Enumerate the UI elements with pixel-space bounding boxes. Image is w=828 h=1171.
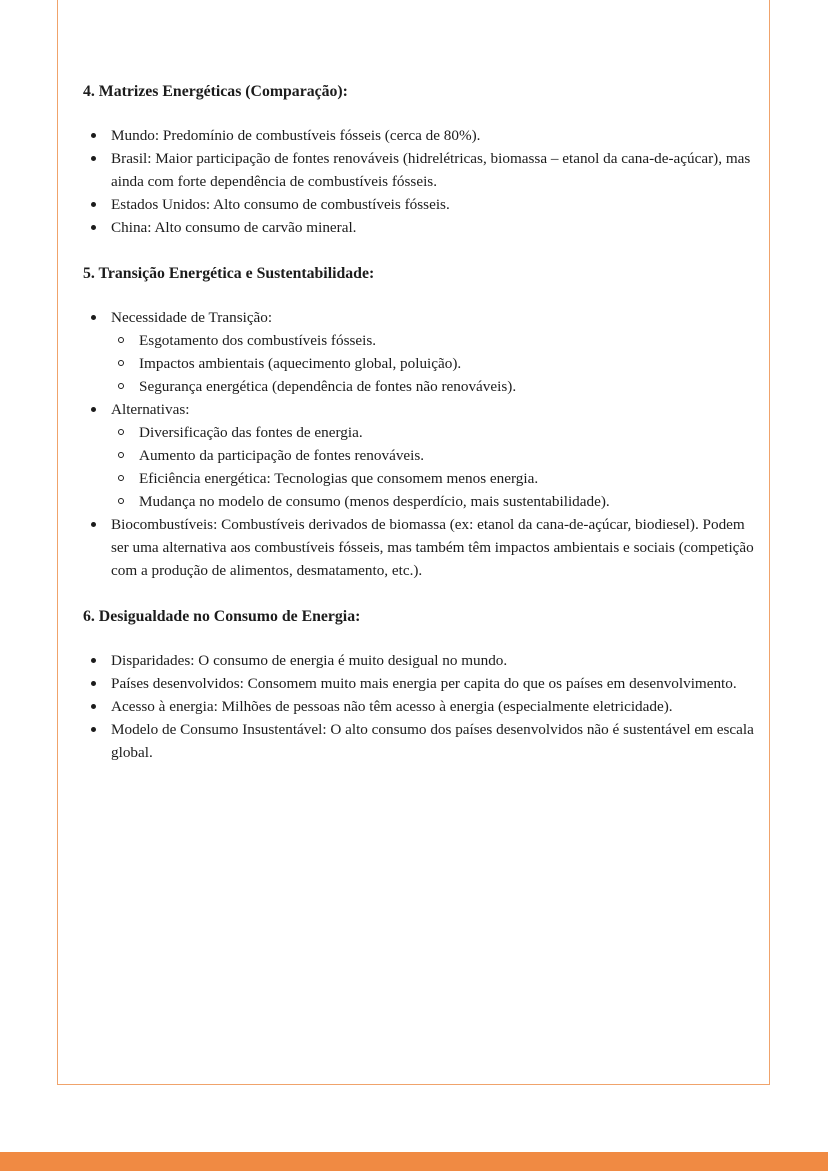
- bullet-circle-icon: [118, 337, 124, 343]
- list-item-text: Acesso à energia: Milhões de pessoas não têm acesso à energia (especialmente eletricidade).: [111, 698, 673, 715]
- list-item: [83, 124, 755, 147]
- document-body: [83, 80, 755, 787]
- bullet-list: [83, 649, 755, 764]
- list-item: [83, 306, 755, 398]
- bullet-dot-icon: [91, 225, 96, 230]
- list-item: [83, 695, 755, 718]
- list-item-text: Modelo de Consumo Insustentável: O alto consumo dos países desenvolvidos não é sustentável em escala global.: [111, 721, 754, 761]
- sub-list: [111, 421, 755, 513]
- bullet-dot-icon: [91, 681, 96, 686]
- list-item-text: Brasil: Maior participação de fontes renováveis (hidrelétricas, biomassa – etanol da cana-de-açúcar), mas ainda com forte dependência de combustíveis fósseis.: [111, 150, 751, 190]
- sub-list-item: [111, 329, 755, 352]
- list-item-text: Mundo: Predomínio de combustíveis fósseis (cerca de 80%).: [111, 127, 481, 144]
- sub-list-item-text: Eficiência energética: Tecnologias que consomem menos energia.: [139, 470, 539, 487]
- list-item-text: Alternativas:: [111, 401, 190, 418]
- sub-list-item: [111, 467, 755, 490]
- sub-list-item-text: Aumento da participação de fontes renováveis.: [139, 447, 425, 464]
- list-item-text: Necessidade de Transição:: [111, 309, 273, 326]
- sub-list-item-text: Segurança energética (dependência de fontes não renováveis).: [139, 378, 517, 395]
- sub-list-item: [111, 421, 755, 444]
- list-item-text: China: Alto consumo de carvão mineral.: [111, 219, 357, 236]
- list-item: [83, 216, 755, 239]
- bullet-dot-icon: [91, 315, 96, 320]
- list-item: [83, 398, 755, 513]
- bullet-list: [83, 124, 755, 239]
- sub-list-item: [111, 352, 755, 375]
- list-item: [83, 147, 755, 193]
- bullet-circle-icon: [118, 383, 124, 389]
- bullet-dot-icon: [91, 156, 96, 161]
- list-item-text: Biocombustíveis: Combustíveis derivados de biomassa (ex: etanol da cana-de-açúcar, biodiesel). Podem ser uma alternativa aos combustíveis fósseis, mas também têm impactos ambientais e sociais (competição com a produção de alimentos, desmatamento, etc.).: [111, 516, 754, 579]
- bullet-dot-icon: [91, 202, 96, 207]
- bullet-dot-icon: [91, 704, 96, 709]
- sub-list-item: [111, 490, 755, 513]
- bullet-circle-icon: [118, 475, 124, 481]
- bullet-dot-icon: [91, 727, 96, 732]
- footer-band: [0, 1152, 828, 1171]
- list-item: [83, 672, 755, 695]
- section-heading: 5. Transição Energética e Sustentabilidade:: [83, 265, 375, 282]
- sub-list-item: [111, 444, 755, 467]
- list-item-text: Países desenvolvidos: Consomem muito mais energia per capita do que os países em desenvolvimento.: [111, 675, 737, 692]
- bullet-circle-icon: [118, 452, 124, 458]
- bullet-circle-icon: [118, 360, 124, 366]
- bullet-dot-icon: [91, 522, 96, 527]
- list-item: [83, 649, 755, 672]
- bullet-dot-icon: [91, 407, 96, 412]
- list-item: [83, 193, 755, 216]
- list-item-text: Estados Unidos: Alto consumo de combustíveis fósseis.: [111, 196, 450, 213]
- section-heading: 4. Matrizes Energéticas (Comparação):: [83, 83, 348, 100]
- sub-list-item: [111, 375, 755, 398]
- section-heading: 6. Desigualdade no Consumo de Energia:: [83, 608, 361, 625]
- list-item: [83, 513, 755, 582]
- sub-list-item-text: Mudança no modelo de consumo (menos desperdício, mais sustentabilidade).: [139, 493, 610, 510]
- sub-list-item-text: Diversificação das fontes de energia.: [139, 424, 363, 441]
- bullet-circle-icon: [118, 498, 124, 504]
- sub-list: [111, 329, 755, 398]
- list-item-text: Disparidades: O consumo de energia é muito desigual no mundo.: [111, 652, 508, 669]
- bullet-circle-icon: [118, 429, 124, 435]
- bullet-list: [83, 306, 755, 582]
- bullet-dot-icon: [91, 133, 96, 138]
- sub-list-item-text: Impactos ambientais (aquecimento global, poluição).: [139, 355, 462, 372]
- list-item: [83, 718, 755, 764]
- sub-list-item-text: Esgotamento dos combustíveis fósseis.: [139, 332, 377, 349]
- bullet-dot-icon: [91, 658, 96, 663]
